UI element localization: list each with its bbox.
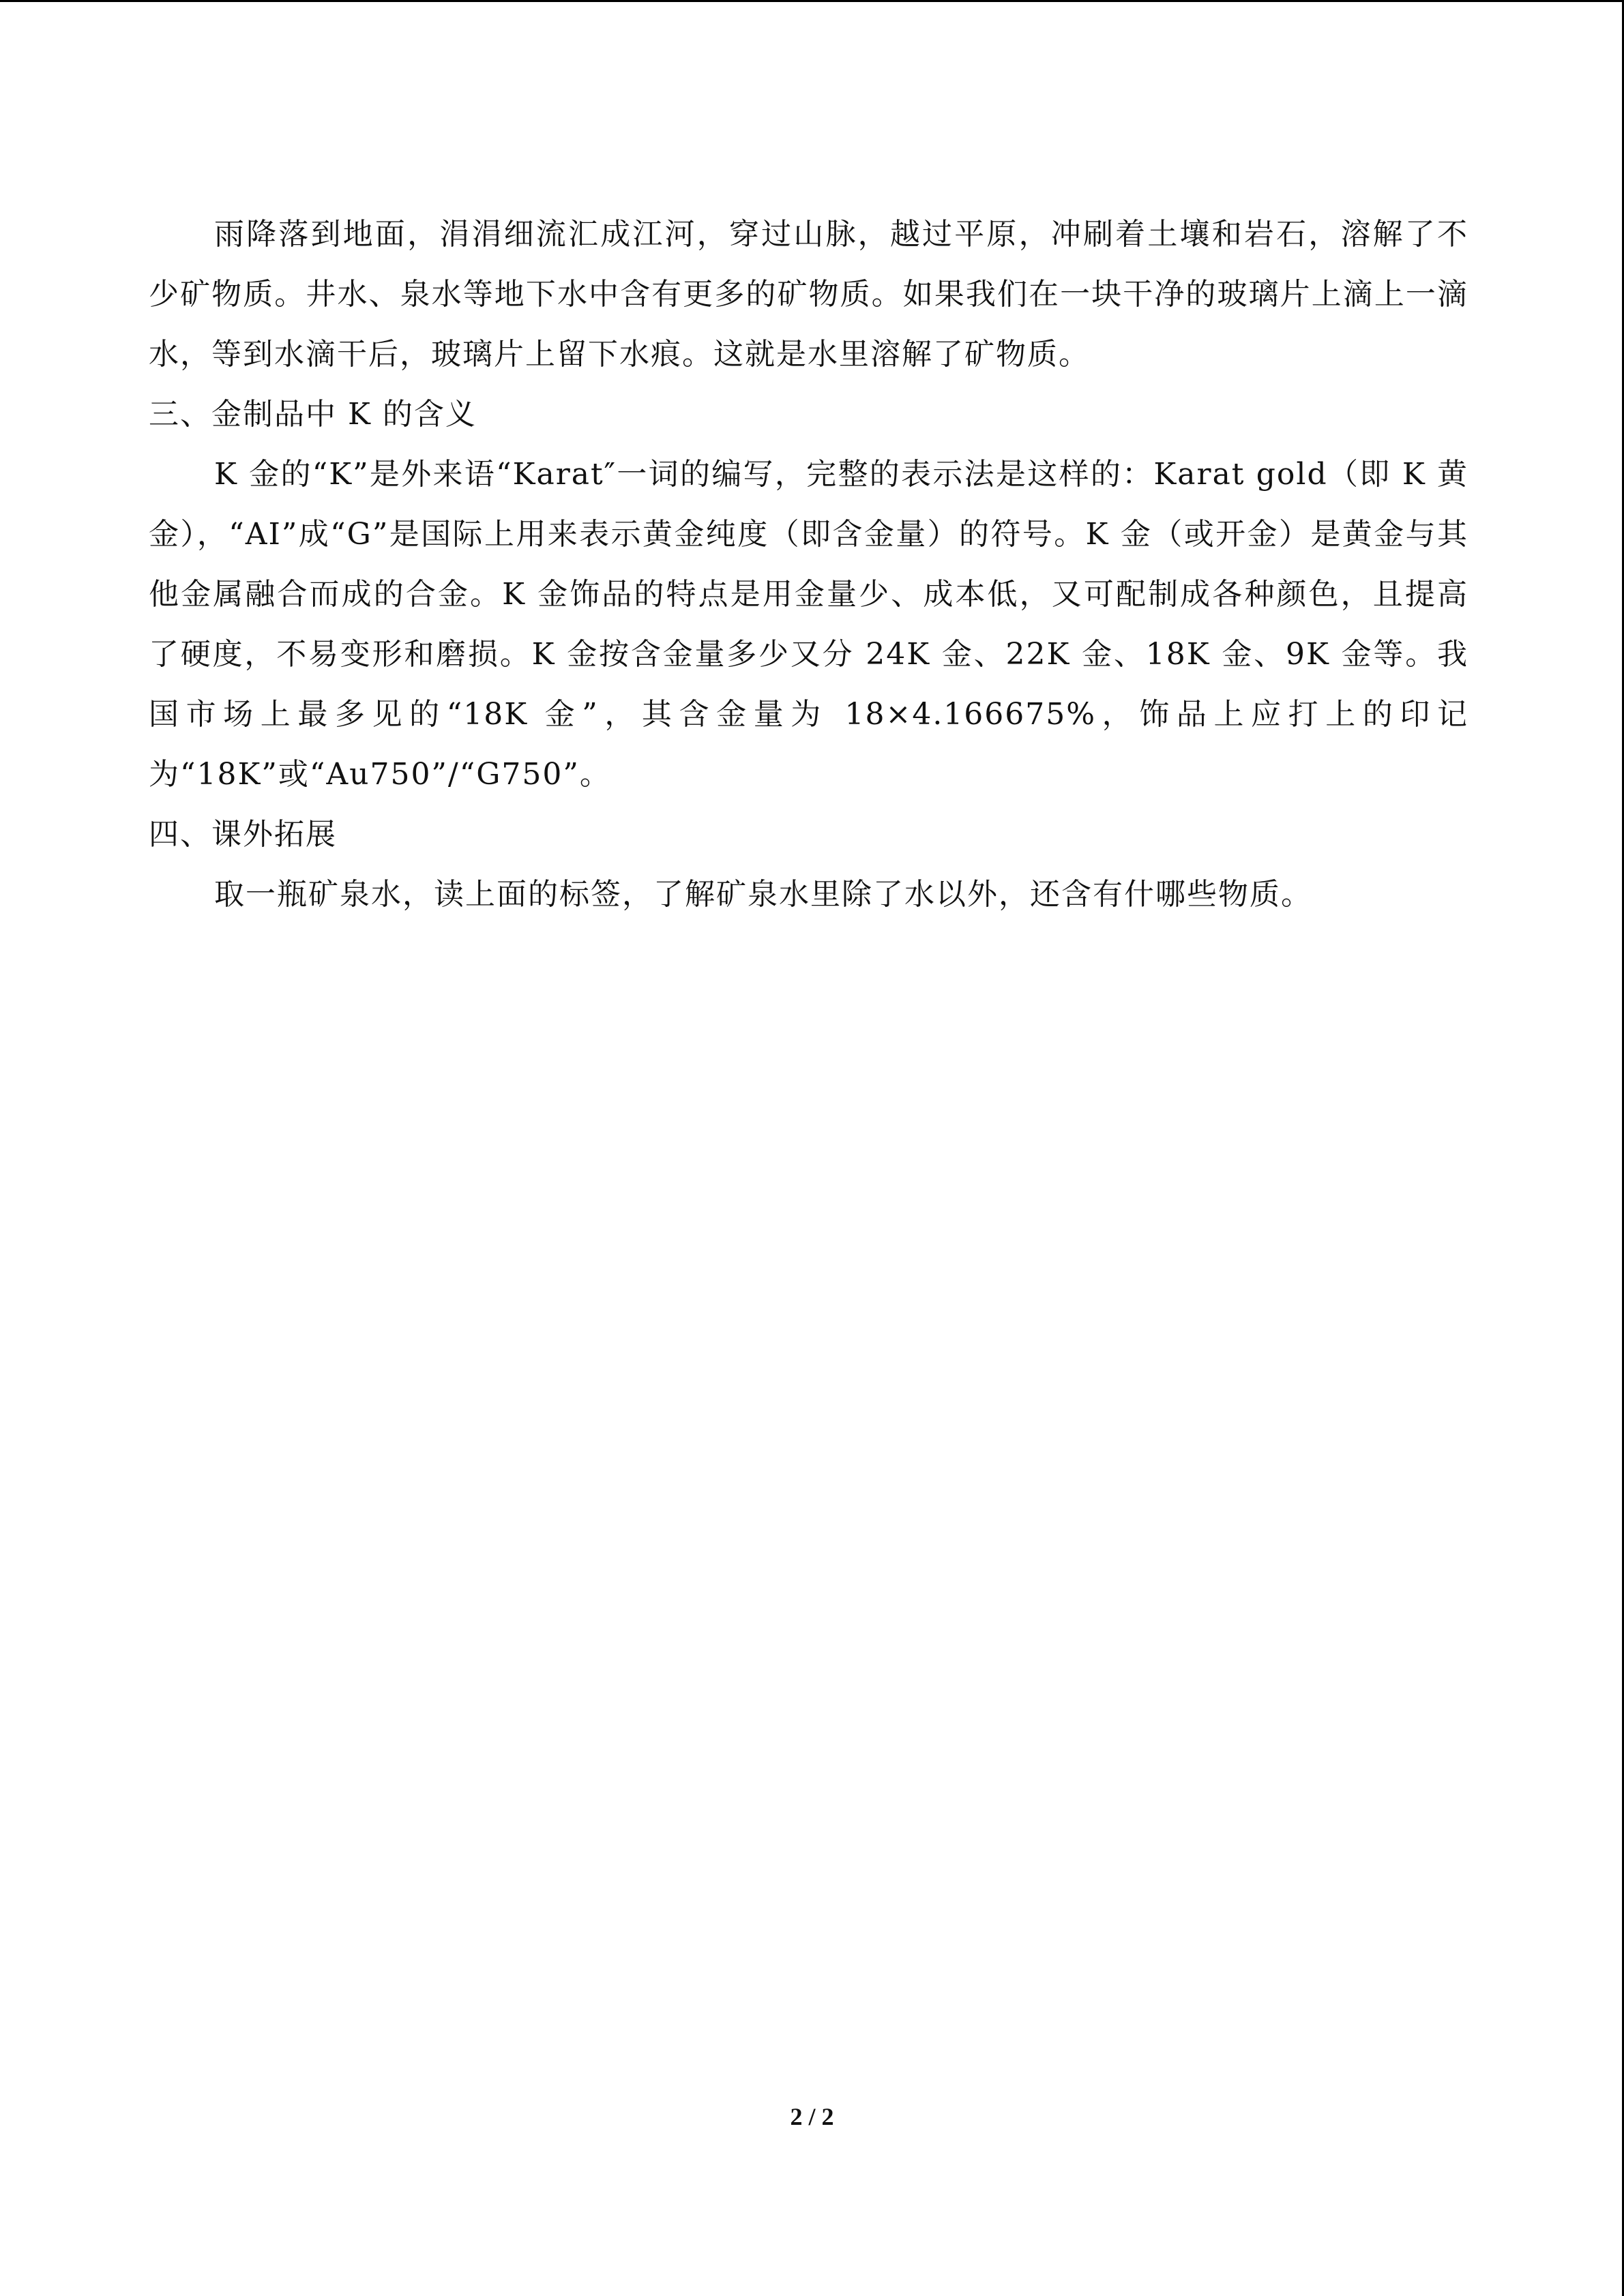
paragraph-extension: 取一瓶矿泉水，读上面的标签，了解矿泉水里除了水以外，还含有什哪些物质。 bbox=[214, 877, 1312, 912]
page-number: 2 / 2 bbox=[790, 2103, 834, 2130]
paragraph-k-gold: K 金的“K”是外来语“Karat″一词的编写，完整的表示法是这样的：Karat gold（即 K 黄金），“AI”成“G”是国际上用来表示黄金纯度（即含金量）的符号。K 金（或开金）是黄金与其他金属融合而成的合金。K 金饰品的特点是用金量少、成本低，又可配制成各种颜色，且提高了硬度，不易变形和磨损。K 金按含金量多少又分 24K 金、22K 金、18K 金、9K 金等。我国市场上最多见的“18K 金”，其含金量为 18×4.166675%，饰品上应打上的印记为“18K”或“Au750”/“G750”。 bbox=[149, 457, 1468, 792]
section-heading-k-gold: 三、金制品中 K 的含义 bbox=[149, 397, 477, 432]
section-heading-extension: 四、课外拓展 bbox=[149, 817, 337, 852]
page-border-top bbox=[0, 0, 1624, 2]
document-body bbox=[149, 205, 1468, 925]
paragraph-minerals: 雨降落到地面，涓涓细流汇成江河，穿过山脉，越过平原，冲刷着土壤和岩石，溶解了不少矿物质。井水、泉水等地下水中含有更多的矿物质。如果我们在一块干净的玻璃片上滴上一滴水，等到水滴干后，玻璃片上留下水痕。这就是水里溶解了矿物质。 bbox=[149, 217, 1468, 372]
